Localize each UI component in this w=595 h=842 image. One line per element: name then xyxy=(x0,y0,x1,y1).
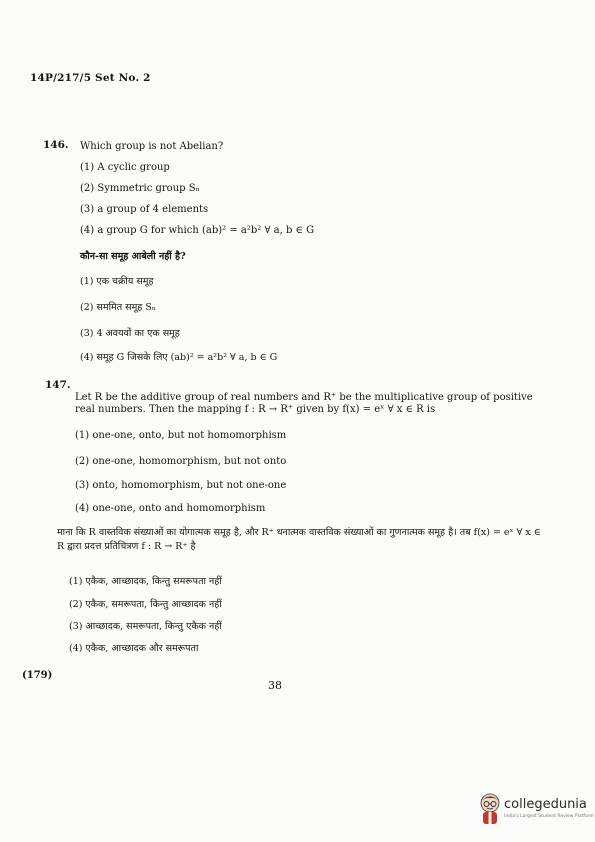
set-header: 14P/217/5 Set No. 2 xyxy=(30,72,151,84)
q146-option-1-hi: (1) एक चक्रीय समूह xyxy=(80,276,154,287)
q146-option-2-en: (2) Symmetric group Sₙ xyxy=(80,183,200,194)
q147-option-3-en: (3) onto, homomorphism, but not one-one xyxy=(75,480,287,491)
question-147-text-hi: माना कि R वास्तविक संख्याओं का योगात्मक समूह है, और R⁺ धनात्मक वास्तविक संख्याओं का गुणनात्मक समूह है। तब f(x) = eˣ ∀ x ∈ R द्वारा प्रदत्त प्रतिचित्रण f : R → R⁺ है xyxy=(57,527,541,552)
q147-option-3-hi: (3) आच्छादक, समरूपता, किन्तु एकैक नहीं xyxy=(69,621,222,632)
collegedunia-logo xyxy=(478,792,594,832)
page-number: 38 xyxy=(268,679,282,692)
q147-option-4-hi: (4) एकैक, आच्छादक और समरूपता xyxy=(69,643,199,654)
q146-option-4-en: (4) a group G for which (ab)² = a²b² ∀ a, b ∈ G xyxy=(80,225,315,236)
q147-option-4-en: (4) one-one, onto and homomorphism xyxy=(75,503,266,514)
q146-option-2-hi: (2) सममित समूह Sₙ xyxy=(80,302,156,313)
mascot-icon xyxy=(478,792,502,826)
q147-option-1-en: (1) one-one, onto, but not homomorphism xyxy=(75,430,287,441)
q147-option-1-hi: (1) एकैक, आच्छादक, किन्तु समरूपता नहीं xyxy=(69,576,222,587)
q146-option-3-hi: (3) 4 अवयवों का एक समूह xyxy=(80,328,180,339)
q146-option-1-en: (1) A cyclic group xyxy=(80,162,170,173)
q146-option-3-en: (3) a group of 4 elements xyxy=(80,204,209,215)
question-146-number: 146. xyxy=(43,139,69,151)
q147-option-2-en: (2) one-one, homomorphism, but not onto xyxy=(75,456,287,467)
question-146-text-en: Which group is not Abelian? xyxy=(80,141,224,152)
paper-code: (179) xyxy=(22,670,53,681)
logo-tagline: India's Largest Student Review Platform xyxy=(504,814,594,819)
q146-option-4-hi: (4) समूह G जिसके लिए (ab)² = a²b² ∀ a, b ∈ G xyxy=(80,352,278,363)
logo-wordmark: collegedunia xyxy=(504,797,587,812)
question-147-text-en: Let R be the additive group of real numbers and R⁺ be the multiplicative group of positive real numbers. Then the mapping f : R → R⁺ given by f(x) = eˣ ∀ x ∈ R is xyxy=(75,392,533,415)
q147-option-2-hi: (2) एकैक, समरूपता, किन्तु आच्छादक नहीं xyxy=(69,599,222,610)
question-147-number: 147. xyxy=(45,379,71,391)
question-146-text-hi: कौन-सा समूह आबेली नहीं है? xyxy=(80,251,186,262)
